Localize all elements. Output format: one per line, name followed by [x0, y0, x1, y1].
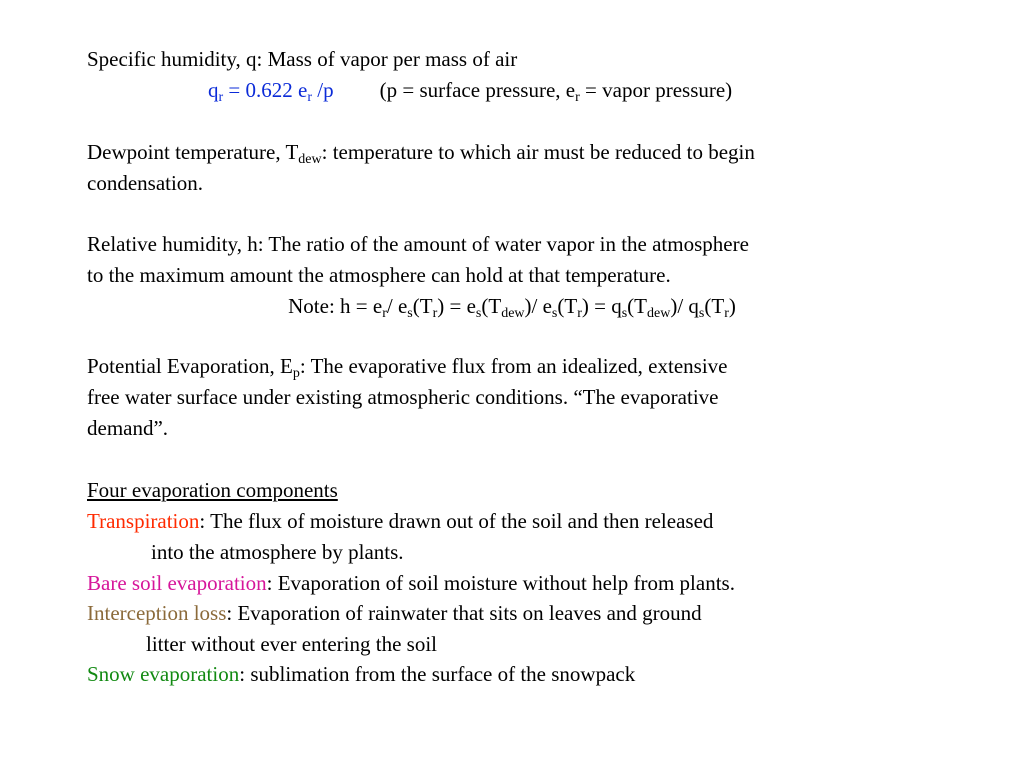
components-heading: Four evaporation components: [87, 478, 338, 502]
transpiration-line2: into the atmosphere by plants.: [151, 540, 404, 564]
relative-humidity-line2: to the maximum amount the atmosphere can hold at that temperature.: [87, 263, 671, 287]
potential-evaporation-definition: [87, 353, 727, 379]
transpiration-line: [87, 508, 713, 534]
note-t6: )/ e: [524, 294, 552, 318]
formula-note-sub: r: [575, 90, 580, 105]
specific-humidity-definition: Specific humidity, q: Mass of vapor per mass of air: [87, 47, 518, 71]
note-t2: / e: [386, 294, 408, 318]
note-s5: dew: [501, 306, 525, 321]
formula-note-close: = vapor pressure): [579, 78, 733, 102]
note-s11: r: [724, 306, 729, 321]
bare-soil-line: [87, 570, 735, 596]
note-t3: (T: [412, 294, 433, 318]
dewpoint-sub: dew: [298, 152, 322, 167]
relative-humidity-note: [0, 293, 1024, 319]
formula-q-sub: r: [218, 90, 224, 105]
note-t10: )/ q: [670, 294, 699, 318]
note-s3: r: [432, 306, 438, 321]
dewpoint-definition: [87, 139, 755, 165]
formula-eq: = 0.622: [223, 78, 299, 102]
formula-e: e: [298, 78, 308, 102]
note-s8: s: [621, 306, 628, 321]
note-s10: s: [698, 306, 705, 321]
transpiration-term: Transpiration: [87, 509, 200, 533]
formula-div: /p: [312, 78, 334, 102]
note-t5: (T: [481, 294, 502, 318]
note-t1: Note: h = e: [288, 294, 383, 318]
potential-evaporation-sub: p: [292, 366, 300, 381]
formula-e-sub: r: [307, 90, 313, 105]
note-s6: s: [551, 306, 558, 321]
note-s4: s: [475, 306, 482, 321]
potential-evaporation-rest: : The evaporative flux from an idealized, extensive: [299, 354, 728, 378]
snow-rest: : sublimation from the surface of the snowpack: [239, 662, 636, 686]
potential-evaporation-term: Potential Evaporation, E: [87, 354, 293, 378]
potential-evaporation-line3: demand”.: [87, 416, 169, 440]
formula-note-open: (p = surface pressure, e: [379, 78, 576, 102]
snow-term: Snow evaporation: [87, 662, 240, 686]
interception-line: [87, 600, 702, 626]
potential-evaporation-line2: free water surface under existing atmospheric conditions. “The evaporative: [87, 385, 719, 409]
note-s7: r: [577, 306, 582, 321]
note-s1: r: [382, 306, 387, 321]
bare-soil-rest: : Evaporation of soil moisture without help from plants.: [266, 571, 735, 595]
note-t12: ): [728, 294, 736, 318]
interception-line2: litter without ever entering the soil: [146, 632, 438, 656]
interception-rest: : Evaporation of rainwater that sits on leaves and ground: [226, 601, 702, 625]
formula-note: [379, 78, 733, 105]
dewpoint-rest: : temperature to which air must be reduced to begin: [321, 140, 755, 164]
dewpoint-line2: condensation.: [87, 171, 204, 195]
dewpoint-term: Dewpoint temperature, T: [87, 140, 299, 164]
note-t7: (T: [557, 294, 578, 318]
snow-line: [87, 661, 635, 687]
note-t9: (T: [627, 294, 647, 318]
note-t11: (T: [704, 294, 725, 318]
formula-q: q: [208, 78, 219, 102]
specific-humidity-formula-line: [208, 77, 732, 103]
note-s2: s: [407, 306, 413, 321]
specific-humidity-formula: [208, 78, 334, 105]
note-s9: dew: [647, 306, 671, 321]
note-t8: ) = q: [581, 294, 622, 318]
transpiration-rest: : The flux of moisture drawn out of the soil and then released: [199, 509, 714, 533]
note-t4: ) = e: [437, 294, 476, 318]
bare-soil-term: Bare soil evaporation: [87, 571, 267, 595]
interception-term: Interception loss: [87, 601, 227, 625]
relative-humidity-line1: Relative humidity, h: The ratio of the amount of water vapor in the atmosphere: [87, 232, 749, 256]
